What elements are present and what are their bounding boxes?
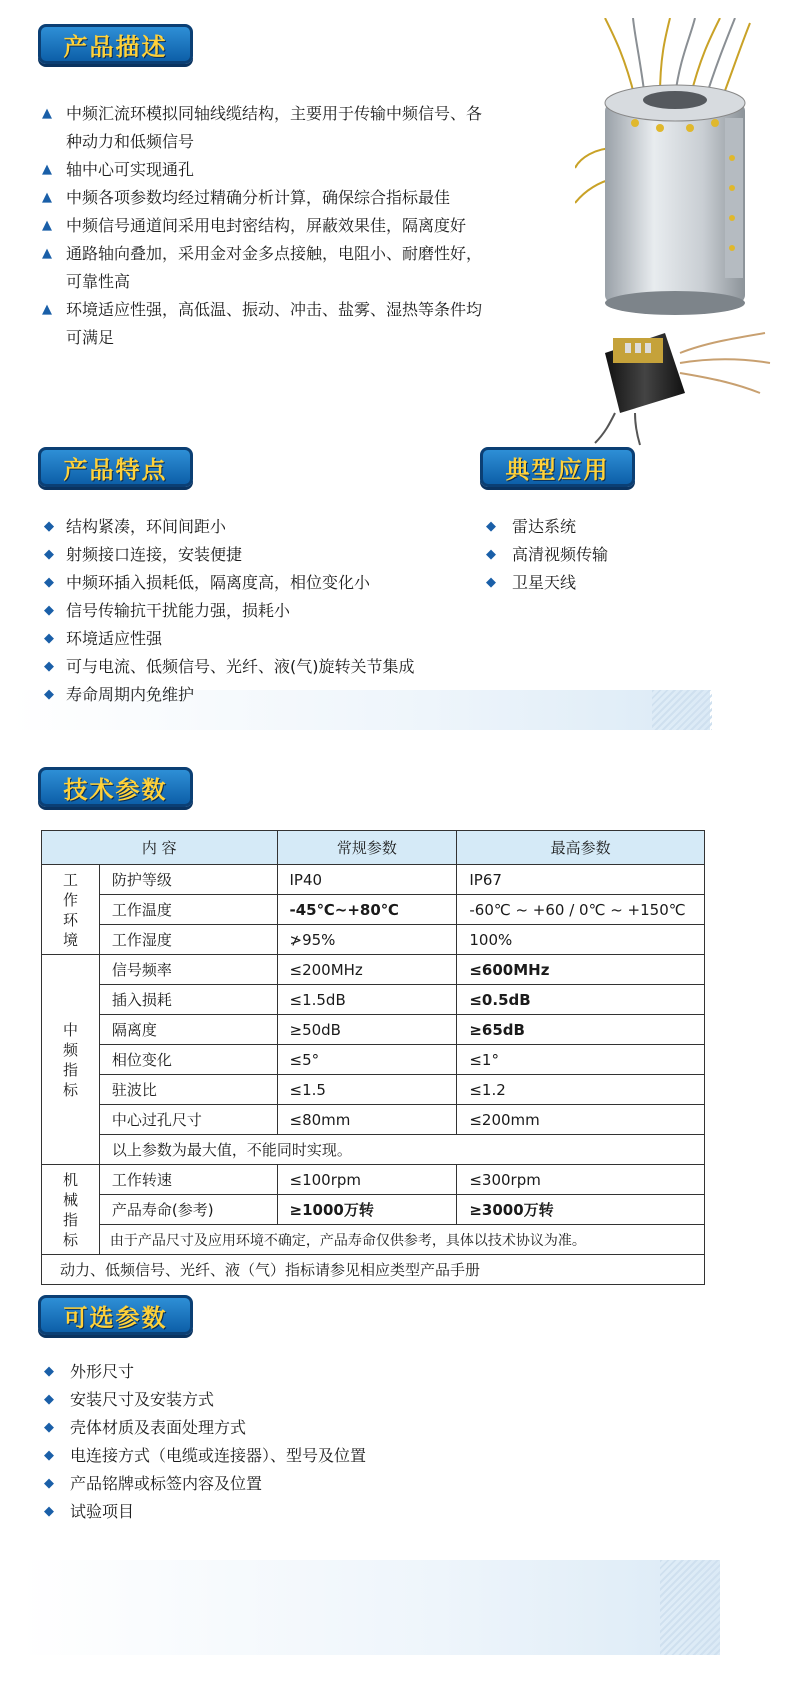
table-row (42, 1255, 705, 1285)
list-item: ▲ 中频各项参数均经过精确分析计算，确保综合指标最佳 (42, 184, 482, 212)
table-cell: -45℃~+80℃ (277, 895, 457, 925)
table-cell: ≤200MHz (277, 955, 457, 985)
decorative-stripe (660, 1560, 720, 1655)
description-list (42, 100, 482, 352)
table-row (42, 1015, 705, 1045)
table-cell: 工作湿度 (99, 925, 277, 955)
table-row (42, 1105, 705, 1135)
table-cell: 工作温度 (99, 895, 277, 925)
table-row (42, 1135, 705, 1165)
options-list (42, 1358, 642, 1526)
section-title-description: 产品描述 (38, 24, 193, 64)
list-item: ◆ 卫星天线 (484, 569, 704, 597)
table-row (42, 925, 705, 955)
table-row (42, 1165, 705, 1195)
column-header: 内 容 (42, 831, 278, 865)
table-cell: 驻波比 (99, 1075, 277, 1105)
list-item: ◆ 电连接方式（电缆或连接器）、型号及位置 (42, 1442, 642, 1470)
table-cell: 相位变化 (99, 1045, 277, 1075)
table-cell: -60℃ ~ +60 / 0℃ ~ +150℃ (457, 895, 705, 925)
table-cell: ≤1.5dB (277, 985, 457, 1015)
applications-list (484, 513, 704, 597)
list-item: ◆ 试验项目 (42, 1498, 642, 1526)
table-cell: 隔离度 (99, 1015, 277, 1045)
table-cell: ≤1° (457, 1045, 705, 1075)
list-item: ◆ 中频环插入损耗低，隔离度高，相位变化小 (42, 569, 462, 597)
table-cell: ≤80mm (277, 1105, 457, 1135)
table-cell: ≥1000万转 (277, 1195, 457, 1225)
list-item: ◆ 壳体材质及表面处理方式 (42, 1414, 642, 1442)
row-group-label: 机械指标 (42, 1165, 100, 1255)
table-row (42, 895, 705, 925)
section-title-options: 可选参数 (38, 1295, 193, 1335)
list-item: ◆ 安装尺寸及安装方式 (42, 1386, 642, 1414)
list-item: ◆ 环境适应性强 (42, 625, 462, 653)
background-fade (20, 1560, 720, 1655)
table-row (42, 1225, 705, 1255)
table-row (42, 955, 705, 985)
table-cell: 100% (457, 925, 705, 955)
table-note: 以上参数为最大值，不能同时实现。 (99, 1135, 704, 1165)
table-cell: 工作转速 (99, 1165, 277, 1195)
list-item: ▲ 中频汇流环模拟同轴线缆结构，主要用于传输中频信号、各种动力和低频信号 (42, 100, 482, 156)
table-cell: ≤600MHz (457, 955, 705, 985)
features-list (42, 513, 462, 709)
table-cell: ≤0.5dB (457, 985, 705, 1015)
table-cell: ≥65dB (457, 1015, 705, 1045)
table-cell: ≤100rpm (277, 1165, 457, 1195)
table-cell: 产品寿命(参考) (99, 1195, 277, 1225)
row-group-label: 中频指标 (42, 955, 100, 1165)
list-item: ▲ 通路轴向叠加，采用金对金多点接触，电阻小、耐磨性好，可靠性高 (42, 240, 482, 296)
list-item: ◆ 雷达系统 (484, 513, 704, 541)
list-item: ▲ 环境适应性强，高低温、振动、冲击、盐雾、湿热等条件均可满足 (42, 296, 482, 352)
list-item: ◆ 寿命周期内免维护 (42, 681, 462, 709)
table-row (42, 1045, 705, 1075)
list-item: ◆ 射频接口连接，安装便捷 (42, 541, 462, 569)
table-cell: IP40 (277, 865, 457, 895)
table-cell: ≯95% (277, 925, 457, 955)
table-row (42, 865, 705, 895)
table-cell: 信号频率 (99, 955, 277, 985)
table-row (42, 1195, 705, 1225)
table-cell: IP67 (457, 865, 705, 895)
table-cell: ≥50dB (277, 1015, 457, 1045)
list-item: ◆ 可与电流、低频信号、光纤、液(气)旋转关节集成 (42, 653, 462, 681)
section-title-features: 产品特点 (38, 447, 193, 487)
product-image (575, 18, 790, 448)
tech-table (41, 830, 705, 1285)
table-cell: ≤1.5 (277, 1075, 457, 1105)
table-cell: 插入损耗 (99, 985, 277, 1015)
list-item: ◆ 高清视频传输 (484, 541, 704, 569)
table-row (42, 985, 705, 1015)
table-cell: 中心过孔尺寸 (99, 1105, 277, 1135)
table-cell: ≤1.2 (457, 1075, 705, 1105)
list-item: ◆ ◆ 结构紧凑，环间间距小 (42, 513, 462, 541)
table-footer: 动力、低频信号、光纤、液（气）指标请参见相应类型产品手册 (42, 1255, 705, 1285)
table-note: 由于产品尺寸及应用环境不确定，产品寿命仅供参考，具体以技术协议为准。 (99, 1225, 704, 1255)
column-header: 常规参数 (277, 831, 457, 865)
list-item: ▲ 中频信号通道间采用电封密结构，屏蔽效果佳，隔离度好 (42, 212, 482, 240)
list-item: ▲ 轴中心可实现通孔 (42, 156, 482, 184)
table-cell: ≤200mm (457, 1105, 705, 1135)
table-cell: ≥3000万转 (457, 1195, 705, 1225)
section-title-tech: 技术参数 (38, 767, 193, 807)
row-group-label: 工作环境 (42, 865, 100, 955)
list-item: ◆ 产品铭牌或标签内容及位置 (42, 1470, 642, 1498)
section-title-applications: 典型应用 (480, 447, 635, 487)
table-row (42, 1075, 705, 1105)
table-cell: ≤5° (277, 1045, 457, 1075)
table-cell: 防护等级 (99, 865, 277, 895)
list-item: ◆ 外形尺寸 (42, 1358, 642, 1386)
table-header-row (42, 831, 705, 865)
column-header: 最高参数 (457, 831, 705, 865)
list-item: ◆ 信号传输抗干扰能力强，损耗小 (42, 597, 462, 625)
table-cell: ≤300rpm (457, 1165, 705, 1195)
decorative-stripe (652, 690, 712, 730)
